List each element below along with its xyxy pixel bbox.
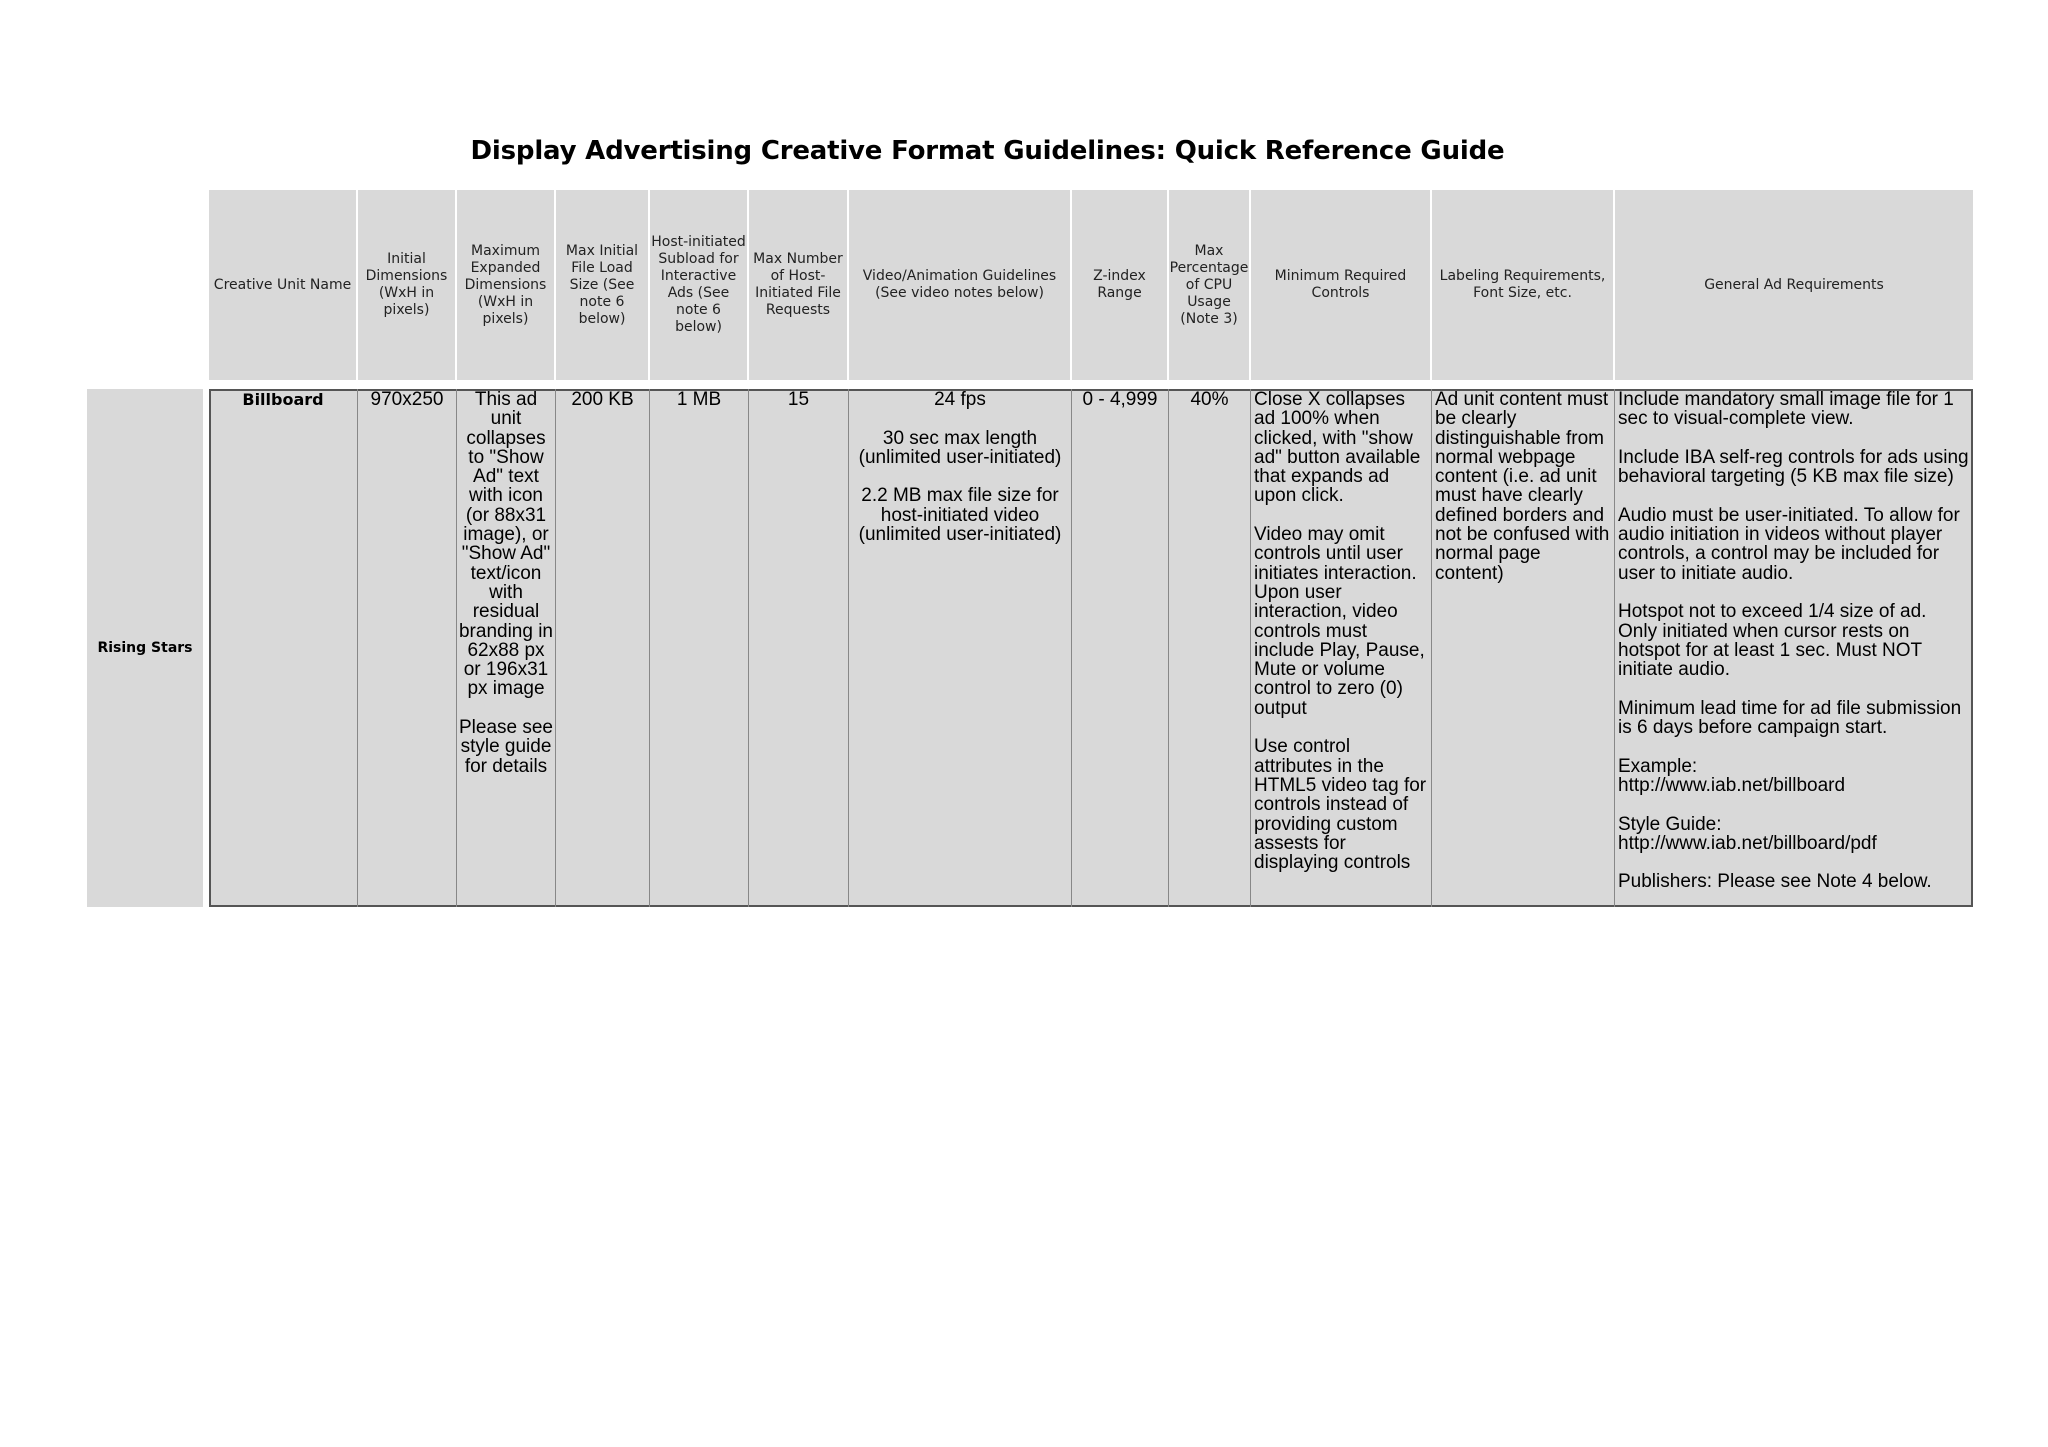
header-label: Z-index Range bbox=[1093, 268, 1146, 301]
header-label: Max Percentage of CPU Usage (Note 3) bbox=[1169, 242, 1249, 327]
header-label: Labeling Requirements, Font Size, etc. bbox=[1439, 268, 1606, 301]
cell-max-file-requests: 15 bbox=[749, 389, 849, 907]
header-max-file-requests bbox=[749, 190, 849, 380]
header-label: Maximum Expanded Dimensions (WxH in pixels) bbox=[464, 242, 547, 327]
header-label: Initial Dimensions (WxH in pixels) bbox=[365, 251, 448, 318]
cell-general-requirements: Include mandatory small image file for 1 sec to visual-complete view. Include IBA self-reg controls for ads using behavioral targeting (5 KB max file size) Audio must be user-initiated. To allow for audio initiation in videos without player controls, a control may be included for user to initiate audio. Hotspot not to exceed 1/4 size of ad. Only initiated when cursor rests on hotspot for at least 1 sec. Must NOT initiate audio. Minimum lead time for ad file submission is 6 days before campaign start. Example: http://www.iab.net/billboard Style Guide: http://www.iab.net/billboard/pdf Publishers: Please see Note 4 below. bbox=[1618, 389, 1969, 893]
header-general-ad-requirements bbox=[1615, 190, 1973, 380]
header-max-initial-file-load bbox=[556, 190, 650, 380]
cell-cpu-usage: 40% bbox=[1169, 389, 1251, 907]
cell-minimum-controls: Close X collapses ad 100% when clicked, with "show ad" button available that expands ad upon click. Video may omit controls until user initiates interaction. Upon user interaction, video controls must include Play, Pause, Mute or volume control to zero (0) output Use control attributes in the HTML5 video tag for controls instead of providing custom assests for displaying controls bbox=[1251, 389, 1432, 907]
header-max-expanded-dimensions bbox=[457, 190, 556, 380]
header-label: General Ad Requirements bbox=[1704, 276, 1884, 293]
header-label: Minimum Required Controls bbox=[1274, 268, 1407, 301]
cell-z-index: 0 - 4,999 bbox=[1072, 389, 1169, 907]
page-title: Display Advertising Creative Format Guidelines: Quick Reference Guide bbox=[470, 136, 1505, 166]
header-creative-unit-name bbox=[209, 190, 358, 380]
cell-labeling: Ad unit content must be clearly distinguishable from normal webpage content (i.e. ad unit must have clearly defined borders and not be confused with normal page content) bbox=[1432, 389, 1615, 907]
header-label: Creative Unit Name bbox=[213, 276, 352, 293]
cell-max-expanded: This ad unit collapses to "Show Ad" text with icon (or 88x31 image), or "Show Ad" text/icon with residual branding in 62x88 px or 196x31 px image Please see style guide for details bbox=[457, 389, 556, 907]
section-label: Rising Stars bbox=[87, 389, 203, 907]
header-minimum-required-controls bbox=[1251, 190, 1432, 380]
header-max-cpu-usage bbox=[1169, 190, 1251, 380]
cell-max-initial-load: 200 KB bbox=[556, 389, 650, 907]
cell-host-subload: 1 MB bbox=[650, 389, 749, 907]
cell-unit-name: Billboard bbox=[209, 389, 358, 907]
header-label: Video/Animation Guidelines (See video notes below) bbox=[862, 268, 1057, 301]
header-z-index-range bbox=[1072, 190, 1169, 380]
header-initial-dimensions bbox=[358, 190, 457, 380]
header-video-guidelines bbox=[849, 190, 1072, 380]
header-label: Host-initiated Subload for Interactive Ads (See note 6 below) bbox=[651, 234, 746, 335]
header-labeling-requirements bbox=[1432, 190, 1615, 380]
cell-initial-dimensions: 970x250 bbox=[358, 389, 457, 907]
header-label: Max Number of Host-Initiated File Requests bbox=[753, 251, 843, 318]
header-label: Max Initial File Load Size (See note 6 below) bbox=[565, 242, 639, 327]
cell-video-guidelines: 24 fps 30 sec max length (unlimited user-initiated) 2.2 MB max file size for host-initiated video (unlimited user-initiated) bbox=[849, 389, 1072, 907]
header-host-initiated-subload bbox=[650, 190, 749, 380]
